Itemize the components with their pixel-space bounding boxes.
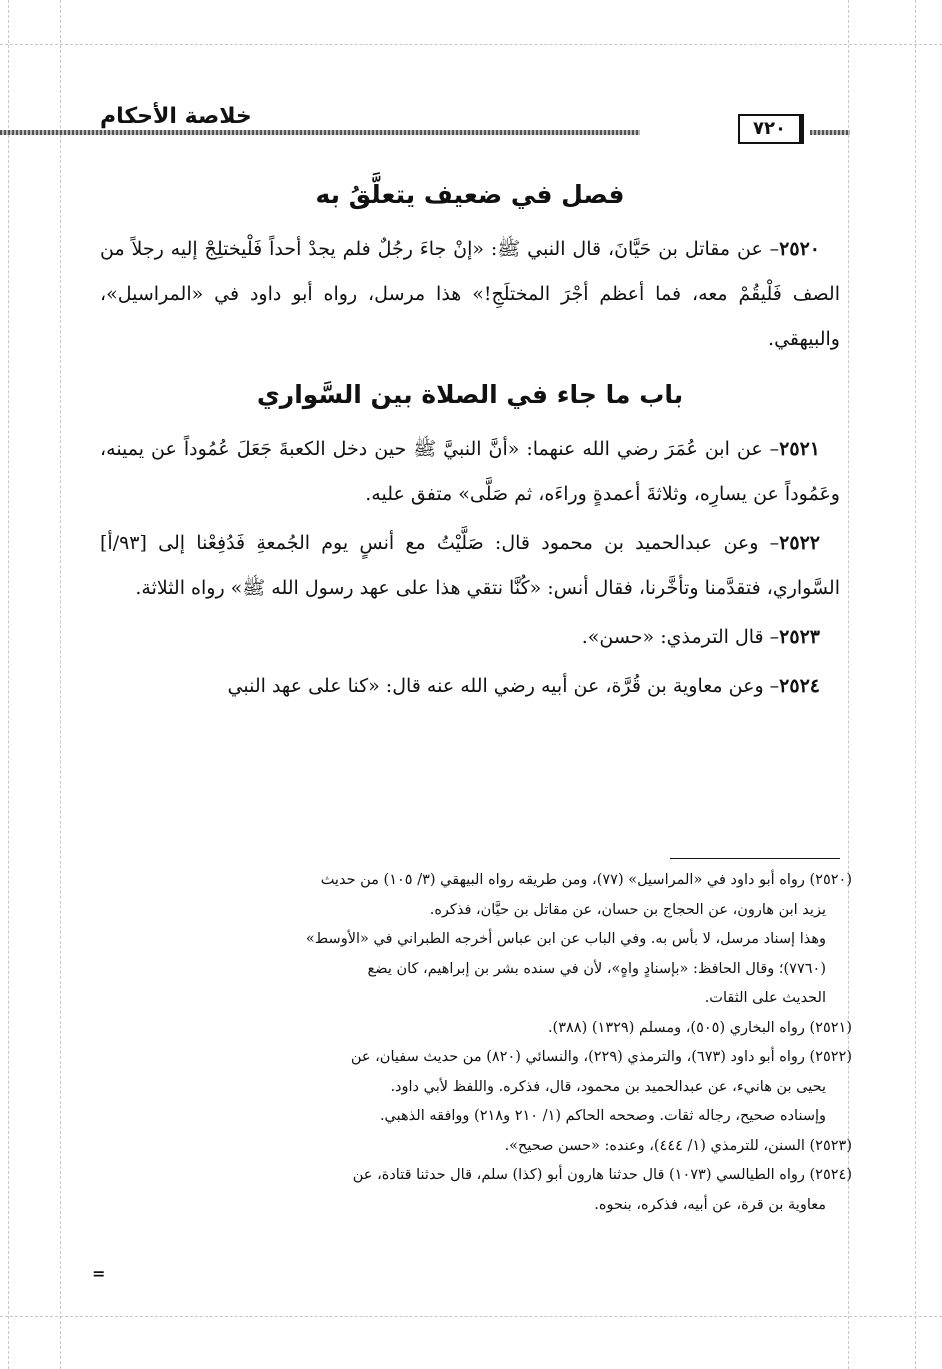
hadith-text: – عن مقاتل بن حَيَّانَ، قال النبي ﷺ: «إنْ جاءَ رجُلٌ فلم يجدْ أحداً فَلْيختلِجْ إليه رجلاً من الصف فَلْيقُمْ معه، فما أعظم أجْرَ المختلَجِ!» هذا مرسل، رواه أبو داود في «المراسيل»، والبيهقي. (100, 238, 840, 350)
main-text (100, 170, 840, 713)
hadith-entry (100, 615, 840, 660)
hadith-text: – وعن عبدالحميد بن محمود قال: صَلَّيْتُ مع أنسٍ يوم الجُمعةِ فَدُفِعْنا إلى [٩٣/أ] السَّواري، فتقدَّمنا وتأخَّرنا، فقال أنس: «كُنَّا نتقي هذا على عهد رسول الله ﷺ» رواه الثلاثة. (100, 532, 840, 599)
hadith-number: ٢٥٢١ (779, 438, 820, 460)
header-title: خلاصة الأحكام (100, 104, 252, 129)
header-rule (0, 130, 640, 135)
scan-guide (0, 44, 942, 45)
footnotes (100, 866, 852, 1220)
hadith-number: ٢٥٢٠ (779, 238, 820, 260)
footnote-line: يزيد ابن هارون، عن الحجاج بن حسان، عن مقاتل بن حيَّان، فذكره. (429, 901, 826, 918)
hadith-entry (100, 664, 840, 709)
footnote-line: وإسناده صحيح، رجاله ثقات. وصححه الحاكم (١/ ٢١٠ و٢١٨) ووافقه الذهبي. (379, 1108, 826, 1124)
scan-guide (915, 0, 916, 1369)
hadith-number: ٢٥٢٤ (779, 675, 820, 697)
hadith-entry (100, 521, 840, 611)
footnote-separator (670, 858, 840, 859)
footnote-line: (٧٧٦٠)؛ وقال الحافظ: «بإسنادٍ واهٍ»، لأن في سنده بشر بن إبراهيم، كان يضع (367, 960, 826, 977)
section-heading: فصل في ضعيف يتعلَّقُ به (315, 180, 625, 209)
footnote-line: (٢٥٢٠) رواه أبو داود في «المراسيل» (٧٧)، ومن طريقه رواه البيهقي (٣/ ١٠٥) من حديث (320, 872, 852, 888)
footnote-line: (٢٥٢٣) السنن، للترمذي (١/ ٤٤٤)، وعنده: «حسن صحيح». (504, 1137, 852, 1154)
hadith-number: ٢٥٢٣ (779, 626, 820, 648)
header-rule (810, 130, 850, 135)
footnote-line: معاوية بن قرة، عن أبيه، فذكره، بنحوه. (594, 1196, 826, 1213)
footnote-line: الحديث على الثقات. (704, 990, 826, 1006)
scan-guide (8, 0, 9, 1369)
footnote-line: يحيى بن هانيء، عن عبدالحميد بن محمود، قال، فذكره. واللفظ لأبي داود. (390, 1078, 826, 1095)
continuation-mark: = (92, 1264, 106, 1283)
hadith-entry (100, 227, 840, 362)
footnote-line: (٢٥٢٢) رواه أبو داود (٦٧٣)، والترمذي (٢٢٩)، والنسائي (٨٢٠) من حديث سفيان، عن (350, 1049, 852, 1065)
hadith-number: ٢٥٢٢ (779, 532, 820, 554)
scan-guide (60, 0, 61, 1369)
hadith-entry (100, 427, 840, 517)
section-heading: باب ما جاء في الصلاة بين السَّواري (256, 380, 684, 409)
footnote-line: (٢٥٢٤) رواه الطيالسي (١٠٧٣) قال حدثنا هارون أبو (كذا) سلم، قال حدثنا قتادة، عن (352, 1167, 852, 1183)
footnote-line: (٢٥٢١) رواه البخاري (٥٠٥)، ومسلم (١٣٢٩) (٣٨٨). (547, 1019, 852, 1036)
page-number: ٧٢٠ (738, 114, 804, 144)
scan-guide (0, 1316, 942, 1317)
hadith-text: – وعن معاوية بن قُرَّة، عن أبيه رضي الله عنه قال: «كنا على عهد النبي (227, 675, 780, 697)
hadith-text: – عن ابن عُمَرَ رضي الله عنهما: «أنَّ النبيَّ ﷺ حين دخل الكعبةَ جَعَلَ عُمُوداً عن يمينه، وعَمُوداً عن يسارِه، وثلاثةَ أعمدةٍ وراءَه، ثم صَلَّى» متفق عليه. (100, 438, 840, 505)
footnote-line: وهذا إسناد مرسل، لا بأس به. وفي الباب عن ابن عباس أخرجه الطبراني في «الأوسط» (305, 931, 826, 947)
hadith-text: – قال الترمذي: «حسن». (581, 626, 780, 648)
